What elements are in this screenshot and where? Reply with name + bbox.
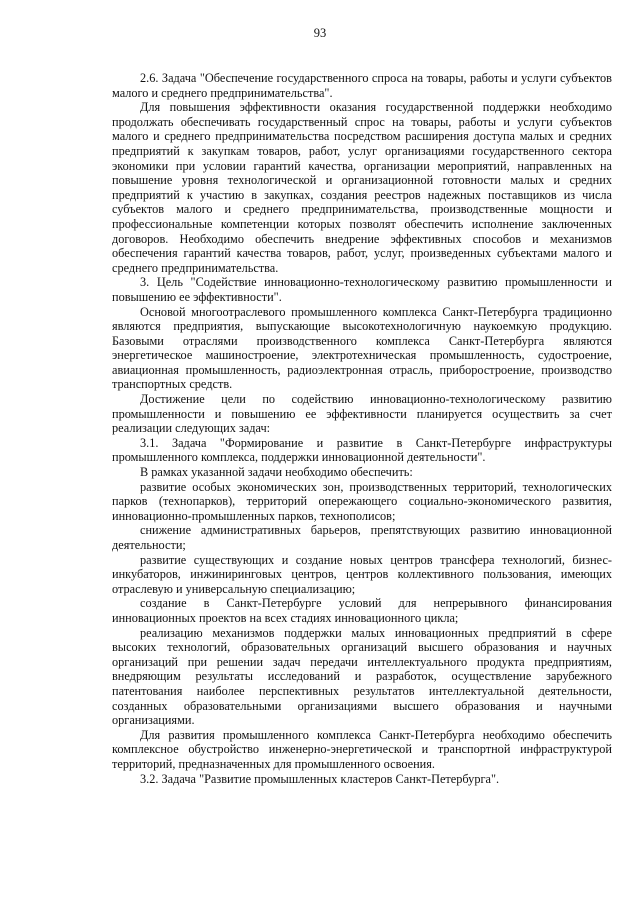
list-item: развитие существующих и создание новых центров трансфера технологий, бизнес-инкубаторов, инжиниринговых центров, центров коллективного пользования, имеющих отраслевую и универсальную специализацию; [112, 552, 612, 596]
list-item: реализацию механизмов поддержки малых инновационных предприятий в сфере высоких технологий, образовательных организаций высшего образования и научных организаций при решении задач передачи интеллектуального продукта предприятиям, внедряющим результаты исследований и разработок, осуществление зарубежного патентования наиболее перспективных результатов интеллектуальной деятельности, созданных образовательными организациями высшего образования и научными организациями. [112, 625, 612, 728]
list-item: развитие особых экономических зон, производственных территорий, технологических парков (технопарков), территорий опережающего социально-экономического развития, инновационно-промышленных парков, технополисов; [112, 479, 612, 523]
paragraph: Достижение цели по содействию инновационно-технологическому развитию промышленности и повышению ее эффективности планируется осуществить за счет реализации следующих задач: [112, 392, 612, 436]
heading-goal-3: 3. Цель "Содействие инновационно-технологическому развитию промышленности и повышению ее эффективности". [112, 275, 612, 304]
page-number: 93 [313, 26, 327, 40]
heading-task-3-2: 3.2. Задача "Развитие промышленных кластеров Санкт-Петербурга". [140, 771, 500, 786]
heading-task-3-1: 3.1. Задача "Формирование и развитие в Санкт-Петербурге инфраструктуры промышленного комплекса, поддержки инновационной деятельности". [112, 435, 612, 465]
heading-task-2-6: 2.6. Задача "Обеспечение государственного спроса на товары, работы и услуги субъектов малого и среднего предпринимательства". [112, 71, 612, 100]
paragraph: Для повышения эффективности оказания государственной поддержки необходимо продолжать обеспечивать государственный спрос на товары, работы и услуги субъектов малого и среднего предпринимательства посредством расширения доступа малых и средних предприятий к закупкам товаров, работ, услуг организациями государственного сектора экономики при условии гарантий качества, организации мероприятий, направленных на повышение уровня технологической и организационной готовности малых и средних предприятий к участию в закупках, создания реестров надежных поставщиков из числа субъектов малого и среднего предпринимательства, производственные мощности и профессиональные компетенции которых позволят обеспечить исполнение заключенных договоров. Необходимо обеспечить внедрение эффективных способов и механизмов обеспечения гарантий качества товаров, работ, услуг, произведенных субъектами малого и среднего предпринимательства. [112, 100, 612, 275]
paragraph: В рамках указанной задачи необходимо обеспечить: [140, 465, 413, 480]
list-item: снижение административных барьеров, препятствующих развитию инновационной деятельности; [112, 523, 612, 552]
document-body [112, 71, 612, 786]
list-item: создание в Санкт-Петербурге условий для непрерывного финансирования инновационных проектов на всех стадиях инновационного цикла; [112, 596, 612, 625]
paragraph: Основой многоотраслевого промышленного комплекса Санкт-Петербурга традиционно являются предприятия, выпускающие высокотехнологичную наукоемкую продукцию. Базовыми отраслями производственного комплекса Санкт-Петербурга являются энергетическое машиностроение, электротехническая промышленность, судостроение, авиационная промышленность, радиоэлектронная отрасль, приборостроение, производство транспортных средств. [112, 304, 612, 392]
paragraph: Для развития промышленного комплекса Санкт-Петербурга необходимо обеспечить комплексное обустройство инженерно-энергетической и транспортной инфраструктурой территорий, предназначенных для промышленного освоения. [112, 727, 612, 771]
